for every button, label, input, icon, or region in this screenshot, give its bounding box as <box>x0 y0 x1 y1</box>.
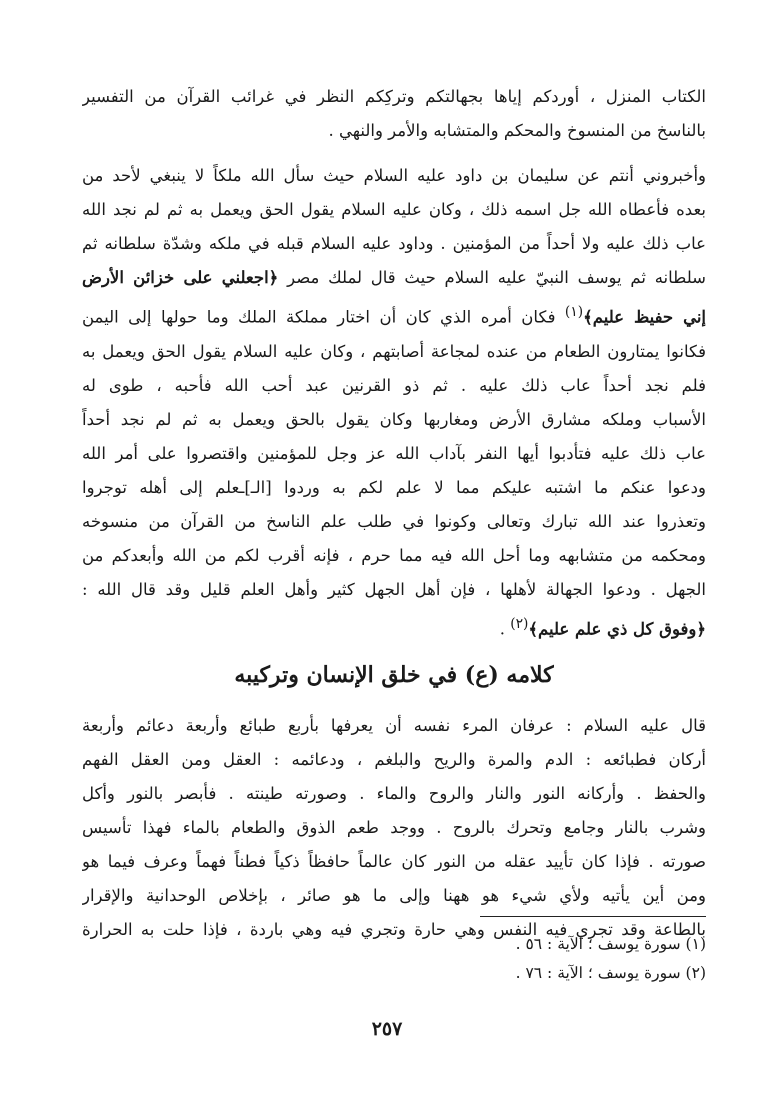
footnote-ref: (١) <box>564 304 584 320</box>
section-heading: كلامه (ع) في خلق الإنسان وتركيبه <box>234 662 554 688</box>
text-line: ﴿وفوق كل ذي علم عليم﴾$^{(٢)}$ . <box>499 615 706 638</box>
quran-verse: ﴿اجعلني على خزائن الأرض <box>82 268 279 287</box>
text-line: والحفظ . وأركانه النور والنار والروح والماء . وصورته طينته . فأبصر بالنور وأكل <box>82 784 706 803</box>
text-line: عاب ذلك عليه فتأدبوا أيها النفر بآداب الله عز وجل للمؤمنين واقتصروا على أمر الله <box>82 443 706 463</box>
paragraph-1 <box>82 80 706 148</box>
text-line: الأسباب وملكه مشارق الأرض ومغاربها وكان يقول بالحق ويعمل به ثم لم نجد أحداً <box>82 409 706 429</box>
text-line: عاب ذلك عليه ولا أحداً من المؤمنين . وداود عليه السلام قبله في ملكه وشدّة سلطانه ثم <box>82 234 706 253</box>
text-line: أركان فطبائعه : الدم والمرة والريح والبلغم ، ودعائمه : العقل ومن العقل الفهم <box>82 750 706 769</box>
text-line: بالناسخ من المنسوخ والمحكم والمتشابه والأمر والنهي . <box>328 121 706 140</box>
footnote-divider <box>480 916 706 917</box>
text-line: وأخبروني أنتم عن سليمان بن داود عليه السلام حيث سأل الله ملكاً لا ينبغي لأحد من <box>82 166 706 185</box>
main-text <box>82 80 706 958</box>
text-line: ومحكمه من متشابهه وما أحل الله فيه مما حرم ، فإنه أقرب لكم من الله وأبعدكم من <box>82 545 706 565</box>
text-line: فلم نجد أحداً عاب ذلك عليه . ثم ذو القرنين عبد أحب الله فأحبه ، طوى له <box>82 375 706 395</box>
paragraph-2 <box>82 159 706 646</box>
footnote-ref: (٢) <box>510 615 529 632</box>
footnotes <box>82 930 706 988</box>
text-line: إني حفيظ عليم﴾$^{(١)}$ فكان أمره الذي كان أن اختار مملكة الملك وما حولها إلى اليمن <box>82 304 706 327</box>
quran-verse: ﴿وفوق كل ذي علم عليم﴾ <box>528 619 706 638</box>
text-line: بعده فأعطاه الله جل اسمه ذلك ، وكان عليه السلام يقول الحق ويعمل به ثم لم نجد الله <box>82 200 706 219</box>
text-line: الكتاب المنزل ، أوردكم إياها بجهالتكم وتركِكم النظر في غرائب القرآن من التفسير <box>82 87 706 106</box>
text-line: ومن أين يأتيه ولأي شيء هو ههنا وإلى ما هو صائر ، بإخلاص الوحدانية والإقرار <box>82 886 706 905</box>
page-number: ٢٥٧ <box>371 1018 403 1040</box>
text-line: وشرب بالنار وجامع وتحرك بالروح . ووجد طعم الذوق والطعام بالماء فهذا تأسيس <box>82 818 706 837</box>
footnote: (١) سورة يوسف ؛ الآية : ٥٦ . <box>515 935 706 953</box>
text-line: فكانوا يمتارون الطعام من عنده لمجاعة أصابتهم ، وكان عليه السلام يقول الحق ويعمل به <box>82 341 706 361</box>
text-line: قال عليه السلام : عرفان المرء نفسه أن يعرفها بأربع طبائع وأربعة دعائم وأربعة <box>82 716 706 735</box>
text-line: صورته . فإذا كان تأييد عقله من النور كان عالماً حافظاً ذكياً فطناً فهماً وعرف فيما هو <box>82 852 706 871</box>
footnote: (٢) سورة يوسف ؛ الآية : ٧٦ . <box>515 964 706 982</box>
text-line: الجهل . ودعوا الجهالة لأهلها ، فإن أهل الجهل كثير وأهل العلم قليل وقد قال الله : <box>82 579 706 599</box>
quran-verse: إني حفيظ عليم﴾ <box>583 307 706 327</box>
paragraph-3 <box>82 709 706 947</box>
text-line: سلطانه ثم يوسف النبيّ عليه السلام حيث قال لملك مصر ﴿اجعلني على خزائن الأرض <box>82 268 706 287</box>
text-line: ودعوا عنكم ما اشتبه عليكم مما لا علم لكم به وردوا [الـ]ـعلم إلى أهله توجروا <box>82 477 706 497</box>
text-line: بالطاعة وقد تجري فيه النفس وهي حارة وتجري فيه وهي باردة ، فإذا حلت به الحرارة <box>82 920 706 939</box>
text-line: وتعذروا عند الله تبارك وتعالى وكونوا في طلب علم الناسخ من القرآن من منسوخه <box>82 511 706 531</box>
